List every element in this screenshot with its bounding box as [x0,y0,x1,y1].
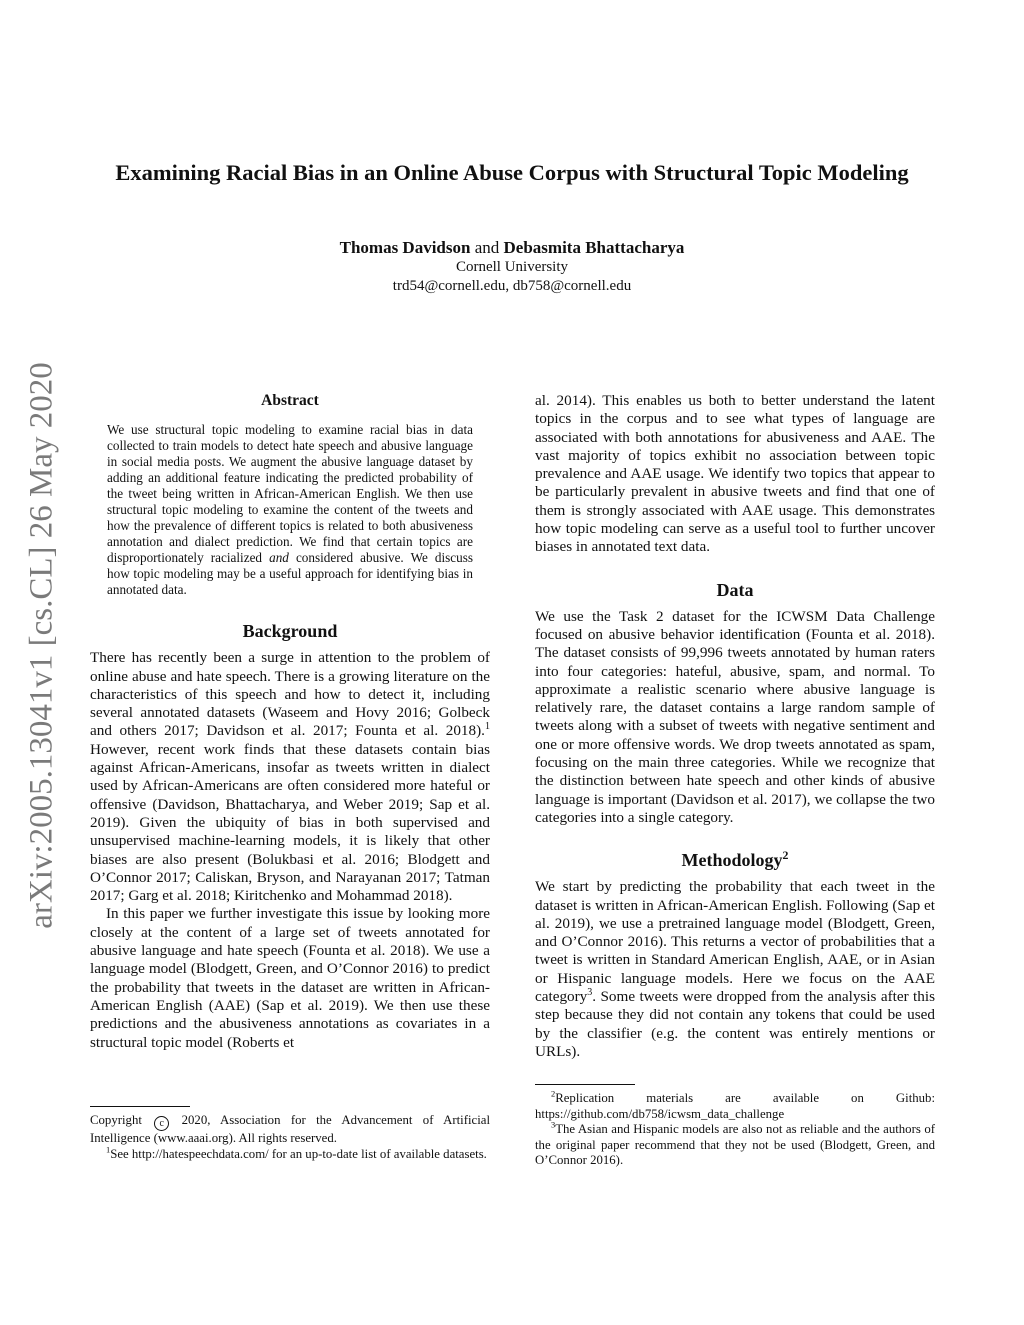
data-heading: Data [716,579,754,600]
footnote-3 [535,1119,935,1169]
arxiv-identifier-text: arXiv:2005.13041v1 [cs.CL] 26 May 2020 [23,361,60,929]
paper-title: Examining Racial Bias in an Online Abuse Corpus with Structural Topic Modeling [115,160,909,185]
footnote-rule-right [535,1084,635,1085]
footnote-2-mark: 2 [551,1088,556,1099]
methodology-text-part2: . Some tweets were dropped from the analysis after this step because they did not contain any tokens that could be used by the classifier (e.g. the content was entirely mentions or URLs). [535,988,935,1060]
left-column [90,392,490,1052]
left-footnotes [90,1106,490,1162]
background-heading: Background [242,621,338,642]
footnote-ref-2: 2 [782,848,789,863]
footnote-1 [90,1144,490,1163]
intro-continuation: al. 2014). This enables us both to better understand the latent topics in the corpus and to see what types of language are associated with both annotations for abusiveness and AAE. The vast majority of topics exhibit no association between topic prevalence and AAE usage. We identify two topics that appear to be particularly prevalent in abusive tweets and find that one of them is strongly associated with AAE usage. This demonstrates how topic modeling can serve as a useful tool to further uncover biases in annotated text data. [535,392,935,556]
copyright-notice [90,1113,490,1147]
author-1: Thomas Davidson [339,238,471,257]
arxiv-identifier [18,345,66,945]
footnote-3-mark: 3 [551,1119,556,1130]
methodology-heading [535,849,935,871]
author-names [60,238,964,258]
author-conjunction: and [474,238,500,257]
methodology-heading-text: Methodology [681,850,783,871]
background-p1-part2: However, recent work finds that these datasets contain bias against African-Americans, insofar as tweets written in dialect used by African-Americans are often considered more hateful or offensive (Davidson, Bhattacharya, and Weber 2019; Sap et al. 2019). Given the ubiquity of bias in both supervised and unsupervised machine-learning models, it is likely that other biases are also present (Bolukbasi et al. 2016; Blodgett and O’Connor 2017; Caliskan, Bryson, and Narayanan 2017; Tatman 2017; Garg et al. 2018; Kiritchenko and Mohammad 2018). [90,740,490,905]
data-paragraph: We use the Task 2 dataset for the ICWSM Data Challenge focused on abusive behavior identification (Founta et al. 2018). The dataset consists of 99,996 tweets annotated by human raters into four categories: hateful, abusive, spam, and normal. To approximate a realistic scenario where abusive language is relatively rare, the dataset contains a large random sample of tweets along with a subset of tweets with negative sentiment and one or more offensive words. We drop tweets annotated as spam, focusing on the main three categories. While we recognize that the distinction between hate speech and other kinds of abusive language is important (Davidson et al. 2017), we collapse the two categories into a single category. [535,607,935,826]
footnote-2-text: Replication materials are available on Github: https://github.com/db758/icwsm_data_challenge [535,1091,935,1121]
methodology-paragraph [535,878,935,1061]
abstract-text [107,422,473,598]
footnote-1-text: See http://hatespeechdata.com/ for an up-to-date list of available datasets. [110,1146,487,1161]
footnote-ref-1: 1 [484,721,490,733]
author-block [60,238,964,296]
copyright-label: Copyright [90,1113,142,1127]
copyright-icon: c [154,1116,169,1131]
abstract-body [107,422,473,598]
footnote-1-mark: 1 [106,1144,111,1155]
methodology-text-part1: We start by predicting the probability that each tweet in the dataset is written in African-American English. Following (Sap et al. 2019), we use a pretrained language model (Blodgett, Green, and O’Connor 2016). This returns a vector of probabilities that a tweet is written in Standard American English, AAE, or in Asian or Hispanic language models. Here we focus on the AAE category [535,878,935,1006]
author-emails: trd54@cornell.edu, db758@cornell.edu [392,278,632,294]
footnote-ref-3: 3 [587,986,593,998]
author-2: Debasmita Bhattacharya [503,238,685,257]
background-paragraph-2: In this paper we further investigate this issue by looking more closely at the content of a large set of tweets annotated for abusive language and hate speech (Founta et al. 2018). We use a language model (Blodgett, Green, and O’Connor 2016) to predict the probability that tweets in the dataset are written in African-American English (AAE) (Sap et al. 2019). We then use these predictions and the abusiveness annotations as covariates in a structural topic model (Roberts et [90,905,490,1051]
abstract-text-part2: considered abusive. We discuss how topic modeling may be a useful approach for identifying bias in annotated data. [107,550,473,598]
abstract-heading: Abstract [261,392,319,409]
footnote-rule [90,1106,190,1107]
abstract-text-part1: We use structural topic modeling to examine racial bias in data collected to train models to detect hate speech and abusive language in social media posts. We augment the abusive language dataset by adding an additional feature indicating the predicted probability of the tweet being written in African-American English. We then use structural topic modeling to examine the content of the tweets and how the prevalence of different topics is related to both abusiveness annotation and dialect prediction. We find that certain topics are disproportionately racialized [107,422,473,566]
abstract-emphasis: and [269,550,289,566]
footnote-3-text: The Asian and Hispanic models are also not as reliable and the authors of the original paper recommend that they not be used (Blodgett, Green, and O’Connor 2016). [535,1122,935,1167]
copyright-text: 2020, Association for the Advancement of Artificial Intelligence (www.aaai.org). All rights reserved. [90,1113,490,1145]
background-paragraph-1 [90,649,490,905]
right-footnotes [535,1084,935,1169]
right-column [535,392,935,1061]
footnote-2 [535,1088,935,1122]
background-p1-part1: There has recently been a surge in attention to the problem of online abuse and hate speech. There is a growing literature on the characteristics of this speech and how to detect it, including several annotated datasets (Waseem and Hovy 2016; Golbeck and others 2017; Davidson et al. 2017; Founta et al. 2018). [90,649,490,740]
affiliation: Cornell University [455,259,569,275]
